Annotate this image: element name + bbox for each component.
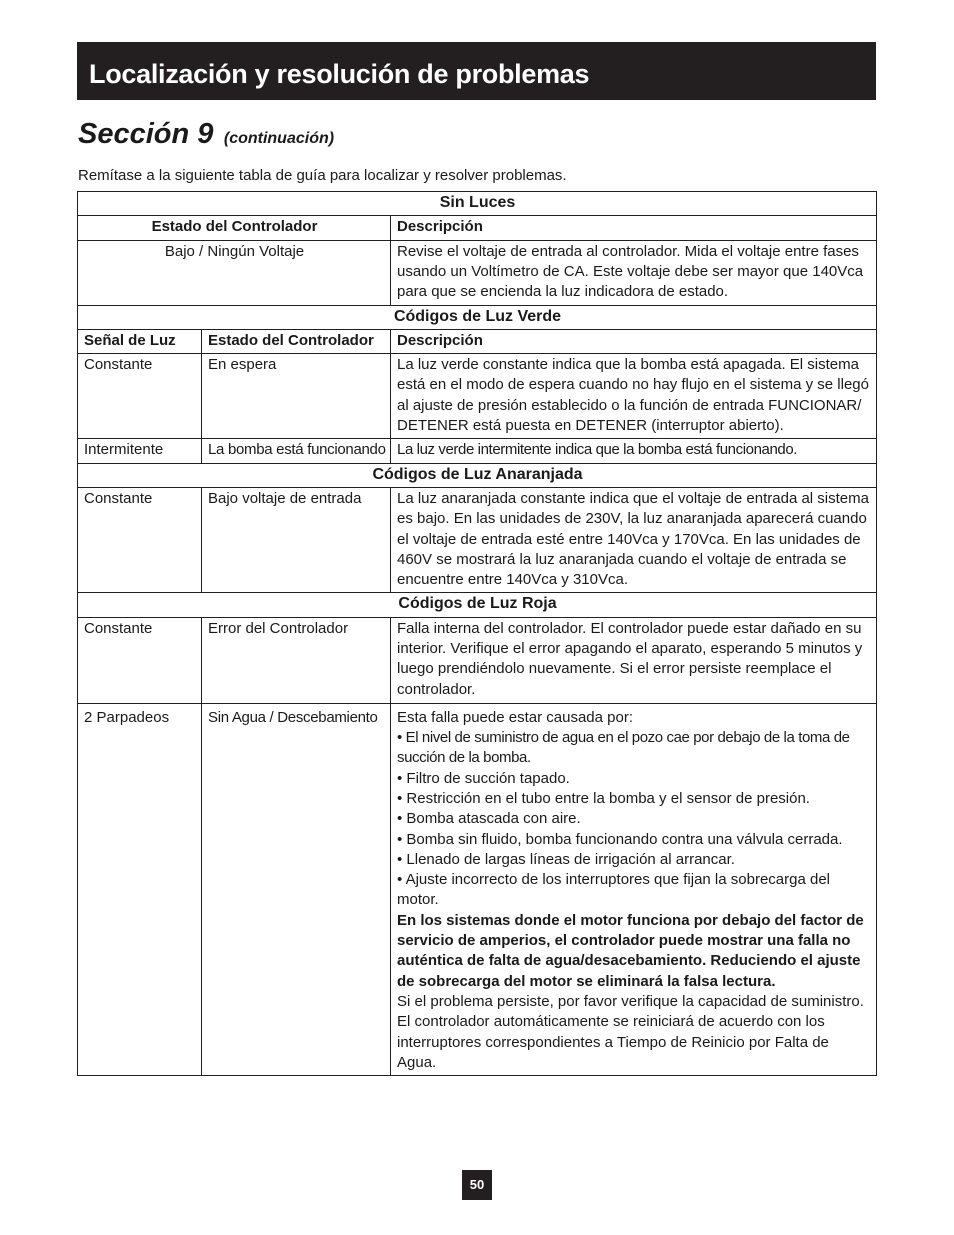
bold-note: En los sistemas donde el motor funciona por debajo del factor de servicio de amperios, el controlador puede mostrar una falla no auténtica de falta de agua/desacebamiento. Reduciendo el ajuste de sobrecarga del motor se eliminará la falsa lectura. [397,911,864,990]
bullet-item: • Filtro de succión tapado. [397,769,570,787]
cell-descripcion: La luz verde intermitente indica que la bomba está funcionando. [391,439,877,463]
bullet-item: • Llenado de largas líneas de irrigación al arrancar. [397,850,735,868]
column-header-estado: Estado del Controlador [202,329,391,353]
bullet-item: • Ajuste incorrecto de los interruptores que fijan la sobrecarga del motor. [397,871,830,909]
section-header-anaranjada: Códigos de Luz Anaranjada [78,463,877,487]
section-title [78,118,334,151]
table-row [78,703,877,1075]
cell-estado: Error del Controlador [202,617,391,703]
troubleshooting-table [77,191,877,1076]
table-row [78,617,877,703]
header-bar [77,42,876,100]
cell-senal: 2 Parpadeos [78,703,202,1075]
section-row-verde [78,305,877,329]
cell-estado: Sin Agua / Descebamiento [202,703,391,1075]
column-header-descripcion: Descripción [391,329,877,353]
bullet-item: • El nivel de suministro de agua en el pozo cae por debajo de la toma de succión de la bomba. [397,729,850,767]
cell-estado: Bajo voltaje de entrada [202,487,391,592]
cell-descripcion: Revise el voltaje de entrada al controlador. Mida el voltaje entre fases usando un Voltímetro de CA. Este voltaje debe ser mayor que 140Vca para que se encienda la luz indicadora de estado. [391,240,877,305]
bullet-item: • Bomba atascada con aire. [397,810,581,828]
section-title-subtitle: (continuación) [223,130,335,147]
cell-descripcion [391,703,877,1075]
column-header-estado: Estado del Controlador [78,216,391,240]
section-title-main: Sección 9 [78,118,214,150]
section-header-roja: Códigos de Luz Roja [78,593,877,617]
description-line: Si el problema persiste, por favor verifique la capacidad de suministro. El controlador automáticamente se reiniciará de acuerdo con los interruptores correspondientes a Tiempo de Reinicio por Falta de Agua. [397,992,864,1071]
cell-estado: La bomba está funcionando [202,439,391,463]
cell-descripcion: Falla interna del controlador. El controlador puede estar dañado en su interior. Verifique el error apagando el aparato, esperando 5 minutos y luego prendiéndolo nuevamente. Si el error persiste reemplace el controlador. [391,617,877,703]
table-row [78,240,877,305]
bullet-item: • Bomba sin fluido, bomba funcionando contra una válvula cerrada. [397,830,843,848]
cell-senal: Constante [78,487,202,592]
cell-estado: En espera [202,354,391,439]
column-header-descripcion: Descripción [391,216,877,240]
table-row [78,439,877,463]
description-line: Esta falla puede estar causada por: [397,708,633,726]
section-row-roja [78,593,877,617]
intro-text: Remítase a la siguiente tabla de guía para localizar y resolver problemas. [78,167,567,184]
cell-descripcion: La luz anaranjada constante indica que el voltaje de entrada al sistema es bajo. En las unidades de 230V, la luz anaranjada aparecerá cuando el voltaje de entrada esté entre 140Vca y 170Vca. En las unidades de 460V se mostrará la luz anaranjada cuando el voltaje de entrada se encuentre entre 140Vca y 310Vca. [391,487,877,592]
column-header-senal: Señal de Luz [78,329,202,353]
page-heading: Localización y resolución de problemas [89,59,590,89]
cell-estado: Bajo / Ningún Voltaje [78,240,391,305]
table-row [78,354,877,439]
column-header-row [78,216,877,240]
cell-senal: Constante [78,617,202,703]
cell-descripcion: La luz verde constante indica que la bomba está apagada. El sistema está en el modo de espera cuando no hay flujo en el sistema y se llegó al ajuste de presión establecido o la función de entrada FUNCIONAR/ DETENER está puesta en DETENER (interruptor abierto). [391,354,877,439]
cell-senal: Constante [78,354,202,439]
bullet-item: • Restricción en el tubo entre la bomba y el sensor de presión. [397,789,810,807]
section-header-verde: Códigos de Luz Verde [78,305,877,329]
section-header-sin-luces: Sin Luces [78,192,877,216]
page-number: 50 [462,1170,492,1200]
column-header-row [78,329,877,353]
section-row-anaranjada [78,463,877,487]
table-row [78,487,877,592]
section-row-sin-luces [78,192,877,216]
cell-senal: Intermitente [78,439,202,463]
